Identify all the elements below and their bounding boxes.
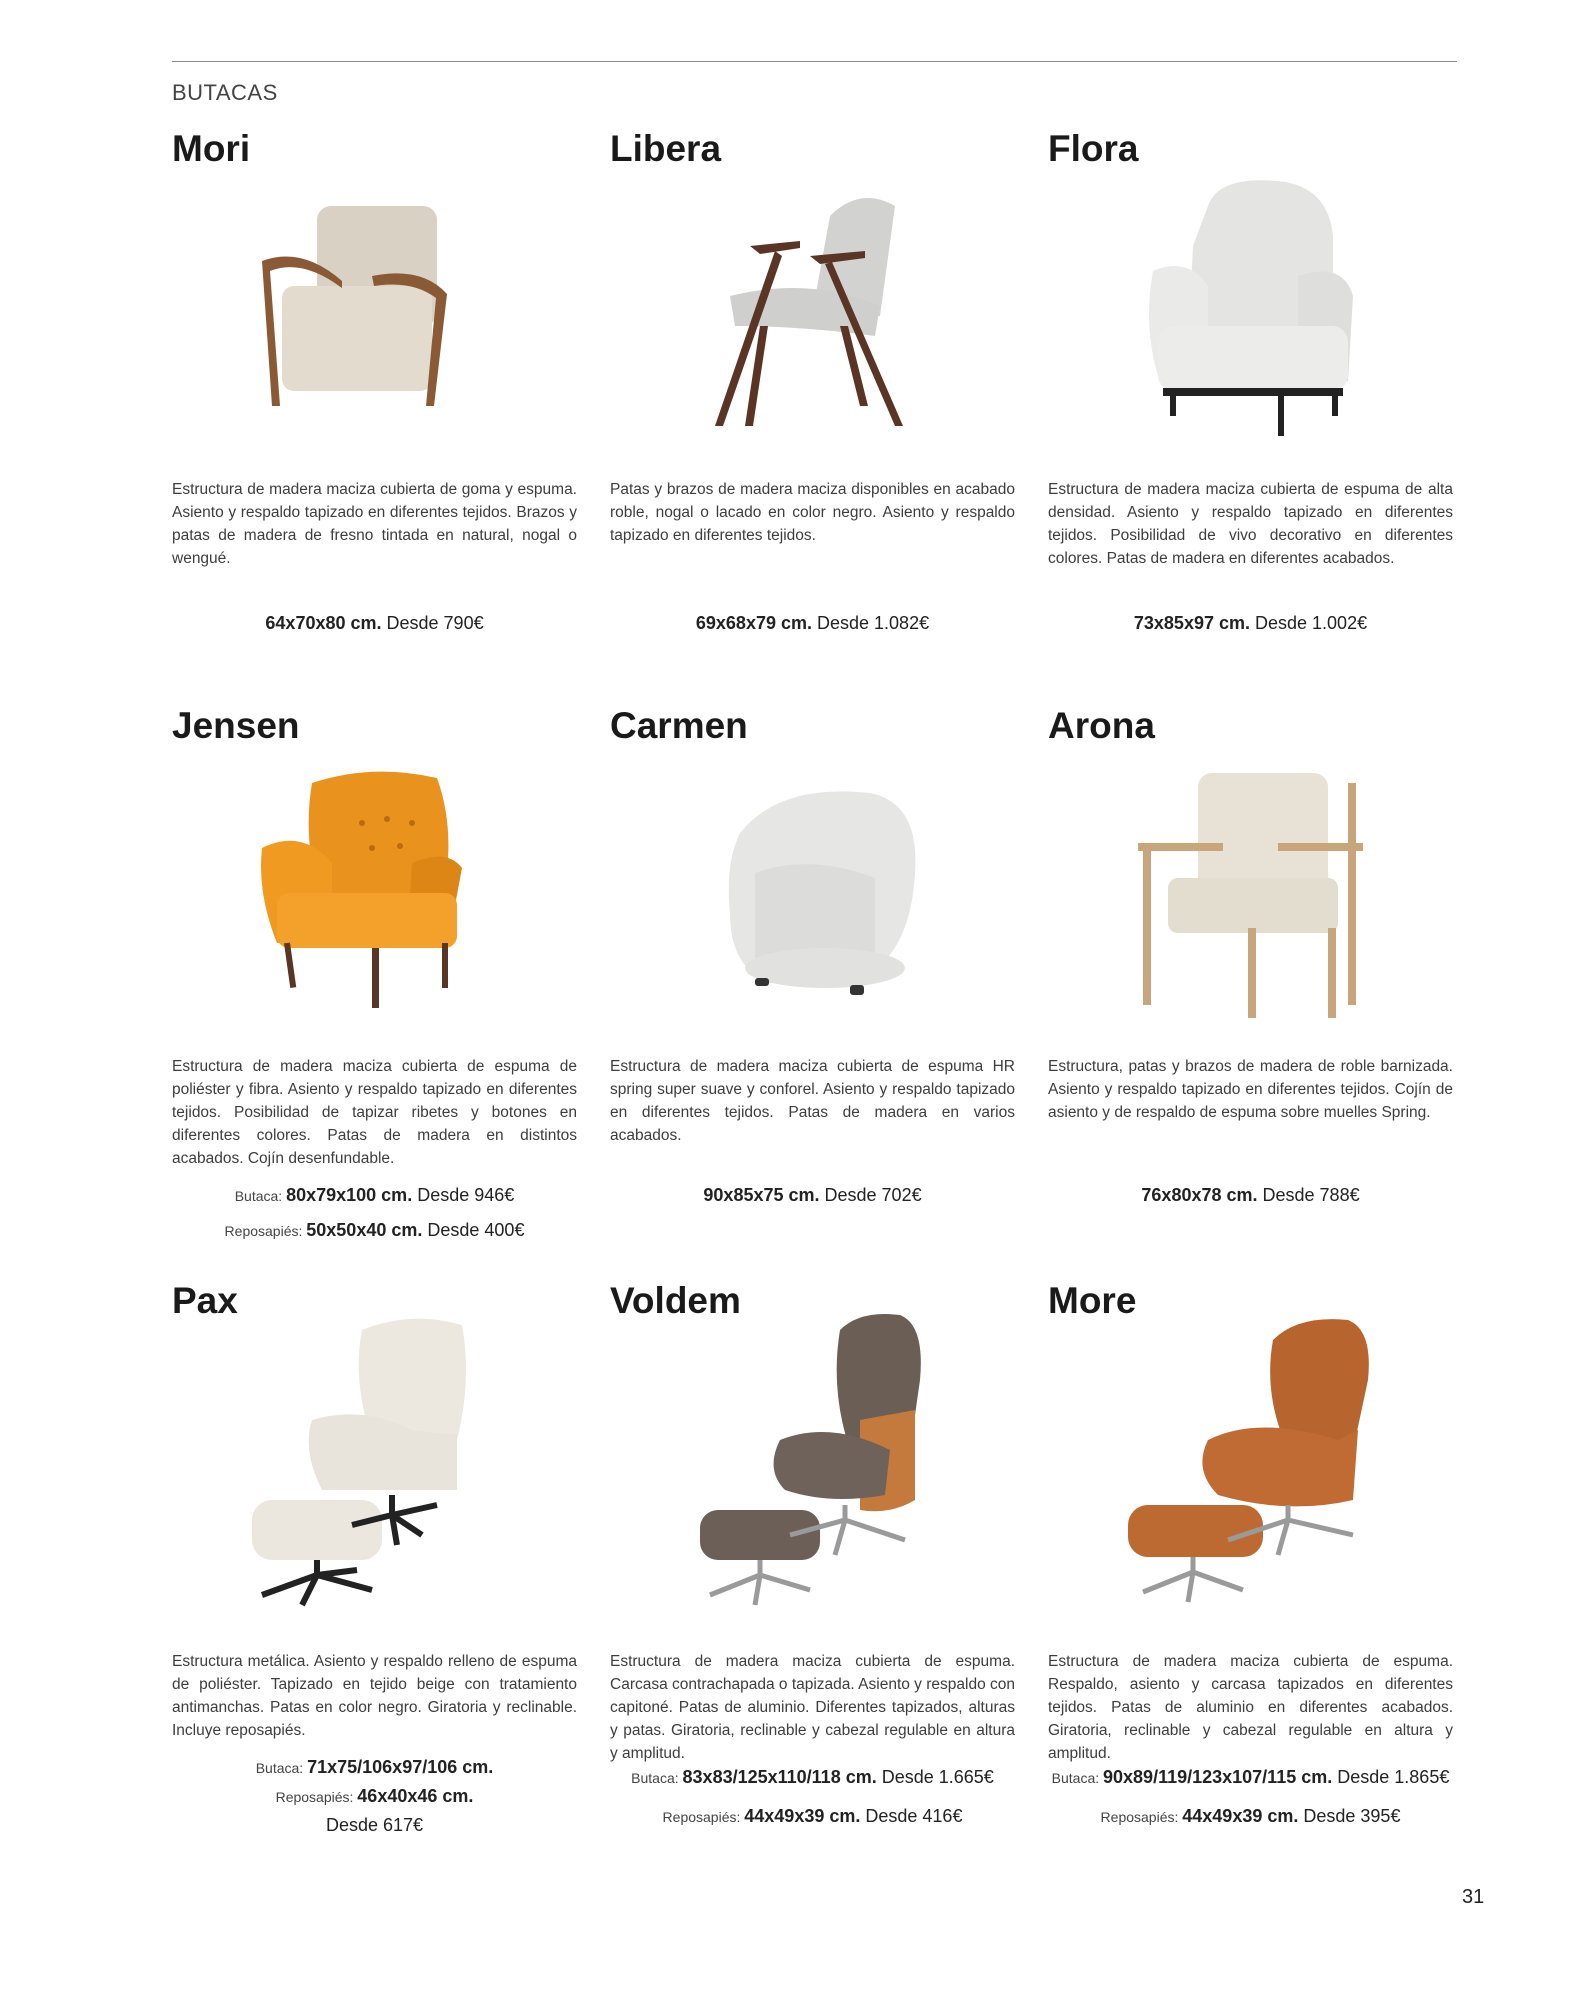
product-description: Estructura de madera maciza cubierta de espuma de poliéster y fibra. Asiento y respaldo tapizado en diferentes tejidos. Posibilidad de tapizar ribetes y botones en diferentes colores. Patas de madera en distintos acabados. Cojín desenfundable. [172, 1058, 577, 1167]
spec-price: Desde 790€ [381, 613, 484, 633]
spec-price: Desde 1.002€ [1250, 613, 1368, 633]
top-divider [172, 61, 1457, 62]
product-description: Estructura de madera maciza cubierta de espuma de alta densidad. Asiento y respaldo tapizado en diferentes tejidos. Posibilidad de vivo decorativo en diferentes colores. Patas de madera en diferentes acabados. [1048, 481, 1453, 567]
spec-price: Desde 617€ [325, 1815, 424, 1835]
product-specs [1048, 1767, 1453, 1841]
spec-dimensions: 73x85x97 cm. [1133, 613, 1250, 633]
spec-price: Desde 1.082€ [812, 613, 930, 633]
spec-dimensions: 83x83/125x110/118 cm. [682, 1767, 877, 1787]
libera-chair-image [660, 176, 960, 451]
spec-price: Desde 788€ [1257, 1185, 1360, 1205]
product-specs [610, 1767, 1015, 1841]
spec-dimensions: 69x68x79 cm. [695, 613, 812, 633]
spec-dimensions: 90x89/119/123x107/115 cm. [1103, 1767, 1333, 1787]
section-title: BUTACAS [172, 80, 278, 105]
product-name: More [1048, 1280, 1137, 1321]
spec-price: Desde 395€ [1298, 1806, 1401, 1826]
spec-price: Desde 416€ [860, 1806, 963, 1826]
product-specs [1048, 1185, 1453, 1220]
spec-dimensions: 76x80x78 cm. [1141, 1185, 1258, 1205]
spec-price: Desde 946€ [412, 1185, 515, 1205]
product-specs [1048, 613, 1453, 648]
product-name: Mori [172, 128, 251, 169]
pax-chair-image [222, 1300, 522, 1620]
spec-label: Butaca: [255, 1760, 308, 1776]
more-chair-image [1098, 1300, 1398, 1620]
spec-dimensions: 71x75/106x97/106 cm. [307, 1757, 494, 1777]
spec-label: Reposapiés: [662, 1809, 745, 1825]
spec-label: Reposapiés: [275, 1789, 358, 1805]
spec-label: Butaca: [1051, 1770, 1104, 1786]
page-number: 31 [1462, 1886, 1485, 1908]
spec-price: Desde 400€ [422, 1220, 525, 1240]
arona-chair-image [1098, 753, 1398, 1028]
product-name: Pax [172, 1280, 238, 1321]
product-description: Estructura metálica. Asiento y respaldo relleno de espuma de poliéster. Tapizado en tejido beige con tratamiento antimanchas. Patas en color negro. Giratoria y reclinable. Incluye reposapiés. [172, 1653, 577, 1739]
product-description: Estructura de madera maciza cubierta de espuma. Respaldo, asiento y carcasa tapizados en diferentes tejidos. Patas de aluminio en diferentes acabados. Giratoria, reclinable y cabezal regulable en altura y amplitud. [1048, 1653, 1453, 1762]
spec-dimensions: 90x85x75 cm. [703, 1185, 820, 1205]
product-name: Voldem [610, 1280, 741, 1321]
jensen-chair-image [222, 753, 522, 1028]
spec-price: Desde 1.865€ [1332, 1767, 1450, 1787]
product-specs [172, 1757, 577, 1850]
mori-chair-image [222, 176, 522, 451]
spec-label: Reposapiés: [1100, 1809, 1183, 1825]
product-specs [172, 613, 577, 648]
spec-dimensions: 80x79x100 cm. [286, 1185, 413, 1205]
product-name: Carmen [610, 705, 748, 746]
product-name: Arona [1048, 705, 1155, 746]
product-specs [610, 613, 1015, 648]
spec-price: Desde 1.665€ [876, 1767, 994, 1787]
product-name: Jensen [172, 705, 300, 746]
spec-price: Desde 702€ [819, 1185, 922, 1205]
product-specs [610, 1185, 1015, 1220]
spec-label: Reposapiés: [224, 1223, 307, 1239]
spec-label: Butaca: [234, 1188, 287, 1204]
spec-label: Butaca: [631, 1770, 683, 1786]
product-name: Flora [1048, 128, 1139, 169]
spec-dimensions: 44x49x39 cm. [744, 1806, 861, 1826]
spec-dimensions: 44x49x39 cm. [1182, 1806, 1299, 1826]
product-description: Estructura de madera maciza cubierta de espuma. Carcasa contrachapada o tapizada. Asiento y respaldo con capitoné. Patas de aluminio. Diferentes tapizados, alturas y patas. Giratoria, reclinable y cabezal regulable en altura y amplitud. [610, 1653, 1015, 1762]
spec-dimensions: 50x50x40 cm. [306, 1220, 423, 1240]
product-description: Estructura de madera maciza cubierta de goma y espuma. Asiento y respaldo tapizado en diferentes tejidos. Brazos y patas de madera de fresno tintada en natural, nogal o wengué. [172, 481, 577, 567]
product-specs [172, 1185, 577, 1255]
product-name: Libera [610, 128, 722, 169]
flora-chair-image [1098, 176, 1398, 451]
voldem-chair-image [660, 1300, 960, 1620]
product-description: Estructura de madera maciza cubierta de espuma HR spring super suave y conforel. Asiento y respaldo tapizado en diferentes tejidos. Patas de madera en varios acabados. [610, 1058, 1015, 1144]
spec-dimensions: 64x70x80 cm. [265, 613, 382, 633]
spec-dimensions: 46x40x46 cm. [357, 1786, 474, 1806]
product-description: Estructura, patas y brazos de madera de roble barnizada. Asiento y respaldo tapizado en diferentes tejidos. Cojín de asiento y de respaldo de espuma sobre muelles Spring. [1048, 1058, 1453, 1121]
product-description: Patas y brazos de madera maciza disponibles en acabado roble, nogal o lacado en color negro. Asiento y respaldo tapizado en diferentes tejidos. [610, 481, 1015, 544]
carmen-chair-image [660, 753, 960, 1028]
